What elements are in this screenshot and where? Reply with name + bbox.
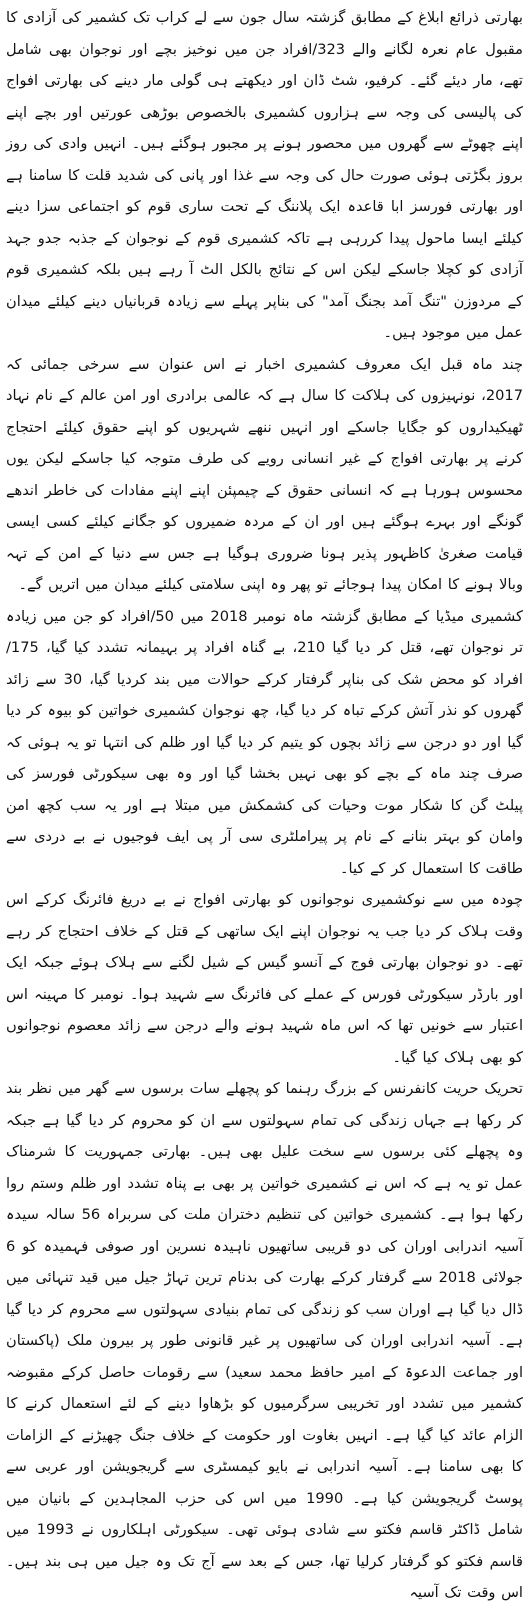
article-paragraph-3: کشمیری میڈیا کے مطابق گزشتہ ماہ نومبر 2018 میں 50/افراد کو جن میں زیادہ تر نوجوان تھے، قتل کر دیا گیا 210، بے گناہ افراد پر بہیمانہ تشدد کیا گیا، 175/افراد کو محض شک کی بناپر گرفتار کرکے حوالات میں بند کردیا گیا، 30 سے زائد گھروں کو نذر آتش کرکے تباہ کر دیا گیا، چھ نوجوان کشمیری خواتین کو بیوہ کر دیا گیا اور دو درجن سے زائد بچوں کو یتیم کر دیا گیا اور ظلم کی انتہا تو یہ ہوئی کہ صرف چند ماہ کے بچے کو بھی نہیں بخشا گیا اور وہ بھی سیکورٹی فورسز کی پیلٹ گن کا شکار موت وحیات کی کشمکش میں مبتلا ہے اور یہ سب کچھ امن وامان کو بہتر بنانے کے نام پر پیراملٹری سی آر پی ایف فوجیوں نے بے دردی سے طاقت کا استعمال کر کے کیا۔ [6,607,524,877]
article-paragraph-2: چند ماہ قبل ایک معروف کشمیری اخبار نے اس عنوان سے سرخی جمائی کہ 2017، نونہیزوں کی ہلاکت کا سال ہے کہ عالمی برادری اور امن عالم کے نام نہاد ٹھیکیداروں کو جگایا جاسکے اور انہیں ننھے شہریوں کو اپنے حقوق کیلئے احتجاج کرنے پر بھارتی افواج کے غیر انسانی رویے کی طرف متوجہ کیا جاسکے لیکن یوں محسوس ہورہا ہے کہ انسانی حقوق کے چیمپئن اپنے اپنے مفادات کی خاطر اندھے گونگے اور بہرے ہوگئے ہیں اور ان کے مردہ ضمیروں کو جگانے کیلئے کسی ایسی قیامت صغریٰ کاظہور پذیر ہونا ضروری ہوگیا ہے جس سے دنیا کے امن کے تہہ وبالا ہونے کا امکان پیدا ہوجائے تو پھر وہ اپنی سلامتی کیلئے میدان میں اتریں گے۔ [6,355,523,593]
article-paragraph-1: بھارتی ذرائع ابلاغ کے مطابق گزشتہ سال جون سے لے کراب تک کشمیر کی آزادی کا مقبول عام نعرہ لگانے والے 323/افراد جن میں نوخیز بچے اور نوجوان بھی شامل تھے، مار دیئے گئے۔ کرفیو، شٹ ڈان اور دیکھتے ہی گولی مار دینے کی بھارتی افواج کی پالیسی کی وجہ سے ہزاروں کشمیری بالخصوص بوڑھی عورتیں اور بچے اپنے اپنے چھوٹے سے گھروں میں محصور ہونے پر مجبور ہوگئے ہیں۔ انہیں وادی کی روز بروز بگڑتی ہوئی صورت حال کی وجہ سے غذا اور پانی کی شدید قلت کا سامنا ہے اور بھارتی فورسز ابا قاعدہ ایک پلاننگ کے تحت ساری قوم کو اجتماعی سزا دینے کیلئے ایسا ماحول پیدا کررہی ہے تاکہ کشمیری قوم کے نوجوان کے جذبہ جدو جہد آزادی کو کچلا جاسکے لیکن اس کے نتائج بالکل الٹ آ رہے ہیں بلکہ کشمیری قوم کے مردوزن "تنگ آمد بجنگ آمد" کی بناپر پہلے سے زیادہ قربانیاں دینے کیلئے میدان عمل میں موجود ہیں۔ [6,9,523,341]
article-paragraph-5: تحریک حریت کانفرنس کے بزرگ رہنما کو پچھلے سات برسوں سے گھر میں نظر بند کر رکھا ہے جہاں زندگی کی تمام سہولتوں سے ان کو محروم کر دیا گیا ہے جبکہ وہ پچھلے کئی برسوں سے سخت علیل بھی ہیں۔ بھارتی جمہوریت کا شرمناک عمل تو یہ ہے کہ اس نے کشمیری خواتین پر بھی بے پناہ تشدد اور ظلم وستم روا رکھا ہوا ہے۔ کشمیری خواتین کی تنظیم دختران ملت کی سربراہ 56 سالہ سیدہ آسیہ اندرابی اوران کی دو قریبی ساتھیوں ناہیدہ نسرین اور صوفی فہمیدہ کو 6 جولائی 2018 سے گرفتار کرکے بھارت کی بدنام ترین تہاڑ جیل میں قید تنہائی میں ڈال دیا گیا ہے اوران سب کو زندگی کی تمام بنیادی سہولتوں سے محروم کر دیا گیا ہے۔ آسیہ اندرابی اوران کی ساتھیوں پر غیر قانونی طور پر بیرون ملک (پاکستان اور جماعت الدعوۃ کے امیر حافظ محمد سعید) سے رقومات حاصل کرکے مقبوضہ کشمیر میں تشدد اور تخریبی سرگرمیوں کو بڑھاوا دینے کے لئے استعمال کرنے کا الزام عائد کیا گیا ہے۔ انہیں بغاوت اور حکومت کے خلاف جنگ چھیڑنے کے الزامات کا بھی سامنا ہے۔ آسیہ اندرابی نے بایو کیمسٹری سے گریجویشن اور عربی سے پوسٹ گریجویشن کیا ہے۔ 1990 میں اس کی حزب المجاہدین کے بانیان میں شامل ڈاکٹر قاسم فکتو سے شادی ہوئی تھی۔ سیکورٹی اہلکاروں نے 1993 میں قاسم فکتو کو گرفتار کرلیا تھا، جس کے بعد سے آج تک وہ جیل میں ہی بند ہیں۔ اس وقت تک آسیہ [6,1080,523,1601]
article-paragraph-4: چودہ میں سے نوکشمیری نوجوانوں کو بھارتی افواج نے بے دریغ فائرنگ کرکے اس وقت ہلاک کر دیا جب یہ نوجوان اپنے ایک ساتھی کے قتل کے خلاف احتجاج کر رہے تھے۔ دو نوجوان بھارتی فوج کے آنسو گیس کے شیل لگنے سے ہلاک ہوئے جبکہ ایک اور بارڈر سیکورٹی فورس کے عملے کی فائرنگ سے شہید ہوا۔ نومبر کا مہینہ اس اعتبار سے خونیں تھا کہ اس ماہ شہید ہونے والے درجن سے زائد معصوم نوجوانوں کو بھی ہلاک کیا گیا۔ [6,891,523,1066]
